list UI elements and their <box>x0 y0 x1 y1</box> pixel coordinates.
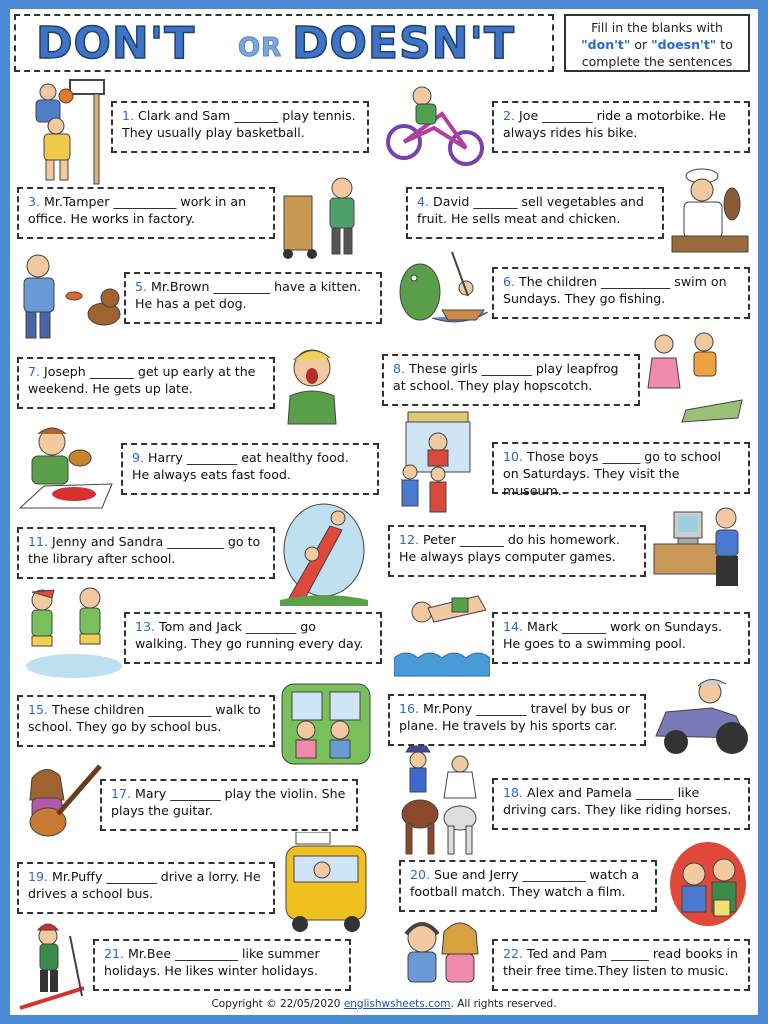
question-20: 20. Sue and Jerry __________ watch a football match. They watch a film. <box>399 860 657 912</box>
question-text: These girls ________ play leapfrog at school. They play hopscotch. <box>393 361 619 393</box>
fishing-illustration <box>392 248 490 336</box>
couple-watching-film-illustration <box>668 840 748 930</box>
question-text: David _______ sell vegetables and fruit. He sells meat and chicken. <box>417 194 644 226</box>
school-bus-children-illustration <box>278 674 374 772</box>
question-3: 3. Mr.Tamper __________ work in an office. He works in factory. <box>17 187 275 239</box>
question-text: Alex and Pamela ______ like driving cars. They like riding horses. <box>503 785 732 817</box>
basketball-players-illustration <box>16 74 108 186</box>
delivery-man-illustration <box>278 166 378 262</box>
question-text: Mr.Bee __________ like summer holidays. He likes winter holidays. <box>104 946 320 978</box>
question-text: Harry ________ eat healthy food. He always eats fast food. <box>132 450 349 482</box>
worksheet-title <box>14 14 554 72</box>
museum-visit-illustration <box>394 408 474 518</box>
sports-car-driver-illustration <box>652 676 750 762</box>
question-text: Joe ________ ride a motorbike. He always rides his bike. <box>503 108 726 140</box>
question-4: 4. David _______ sell vegetables and fruit. He sells meat and chicken. <box>406 187 664 239</box>
question-1: 1. Clark and Sam _______ play tennis. They usually play basketball. <box>111 101 369 153</box>
question-text: Sue and Jerry __________ watch a football match. They watch a film. <box>410 867 640 899</box>
question-text: Tom and Jack ________ go walking. They go running every day. <box>135 619 364 651</box>
question-text: Mark _______ work on Sundays. He goes to a swimming pool. <box>503 619 723 651</box>
yawning-boy-illustration <box>282 340 342 428</box>
title-dont: DON'T <box>36 18 196 69</box>
question-text: The children ___________ swim on Sundays. They go fishing. <box>503 274 727 306</box>
question-text: Clark and Sam _______ play tennis. They usually play basketball. <box>122 108 356 140</box>
man-with-dog-illustration <box>18 252 126 342</box>
question-17: 17. Mary ________ play the violin. She plays the guitar. <box>100 779 358 831</box>
cyclist-illustration <box>382 84 490 174</box>
question-text: Mr.Brown _________ have a kitten. He has a pet dog. <box>135 279 362 311</box>
horse-riders-illustration <box>398 742 482 858</box>
hopscotch-girls-illustration <box>646 330 744 424</box>
couple-listening-music-illustration <box>390 908 490 998</box>
swimmer-diving-illustration <box>394 590 490 678</box>
question-14: 14. Mark _______ work on Sundays. He goes to a swimming pool. <box>492 612 750 664</box>
question-22: 22. Ted and Pam ______ read books in their free time.They listen to music. <box>492 939 750 991</box>
question-text: Joseph _______ get up early at the weekend. He gets up late. <box>28 364 256 396</box>
question-21: 21. Mr.Bee __________ like summer holidays. He likes winter holidays. <box>93 939 351 991</box>
question-19: 19. Mr.Puffy ________ drive a lorry. He drives a school bus. <box>17 862 275 914</box>
question-13: 13. Tom and Jack ________ go walking. They go running every day. <box>124 612 382 664</box>
question-text: Mr.Tamper __________ work in an office. He works in factory. <box>28 194 247 226</box>
boy-eating-burger-illustration <box>16 424 118 512</box>
copyright-footer: Copyright © 22/05/2020 englishwsheets.com. All rights reserved. <box>211 998 557 1010</box>
instructions-box: Fill in the blanks with "don't" or "doesn't" to complete the sentences <box>564 14 750 72</box>
instructions-line1: Fill in the blanks with <box>591 20 723 35</box>
butcher-illustration <box>668 164 752 256</box>
question-15: 15. These children __________ walk to school. They go by school bus. <box>17 695 275 747</box>
title-or: OR <box>238 33 283 63</box>
question-16: 16. Mr.Pony ________ travel by bus or plane. He travels by his sports car. <box>388 694 646 746</box>
question-text: Those boys ______ go to school on Saturdays. They visit the museum. <box>503 449 721 498</box>
running-boys-illustration <box>18 584 124 680</box>
question-text: Mary ________ play the violin. She plays the guitar. <box>111 786 346 818</box>
girl-playing-guitar-illustration <box>18 760 102 844</box>
question-text: These children __________ walk to school. They go by school bus. <box>28 702 261 734</box>
question-2: 2. Joe ________ ride a motorbike. He always rides his bike. <box>492 101 750 153</box>
question-10: 10. Those boys ______ go to school on Saturdays. They visit the museum. <box>492 442 750 494</box>
question-9: 9. Harry ________ eat healthy food. He always eats fast food. <box>121 443 379 495</box>
instructions-line3: complete the sentences <box>581 54 733 69</box>
keyword-dont: "don't" <box>581 37 631 52</box>
question-8: 8. These girls ________ play leapfrog at school. They play hopscotch. <box>382 354 640 406</box>
question-6: 6. The children ___________ swim on Sundays. They go fishing. <box>492 267 750 319</box>
question-12: 12. Peter _______ do his homework. He always plays computer games. <box>388 525 646 577</box>
question-text: Ted and Pam ______ read books in their free time.They listen to music. <box>503 946 738 978</box>
slide-illustration <box>280 500 368 606</box>
title-doesnt: DOESN'T <box>292 18 515 69</box>
school-bus-illustration <box>282 832 372 934</box>
question-text: Mr.Pony ________ travel by bus or plane. He travels by his sports car. <box>399 701 631 733</box>
question-text: Peter _______ do his homework. He always plays computer games. <box>399 532 620 564</box>
boy-at-computer-illustration <box>652 504 746 596</box>
keyword-doesnt: "doesn't" <box>651 37 717 52</box>
question-7: 7. Joseph _______ get up early at the weekend. He gets up late. <box>17 357 275 409</box>
website-link[interactable]: englishwsheets.com <box>343 998 451 1010</box>
question-18: 18. Alex and Pamela ______ like driving cars. They like riding horses. <box>492 778 750 830</box>
question-5: 5. Mr.Brown _________ have a kitten. He has a pet dog. <box>124 272 382 324</box>
question-11: 11. Jenny and Sandra _________ go to the library after school. <box>17 527 275 579</box>
question-text: Mr.Puffy ________ drive a lorry. He drives a school bus. <box>28 869 261 901</box>
question-text: Jenny and Sandra _________ go to the library after school. <box>28 534 261 566</box>
